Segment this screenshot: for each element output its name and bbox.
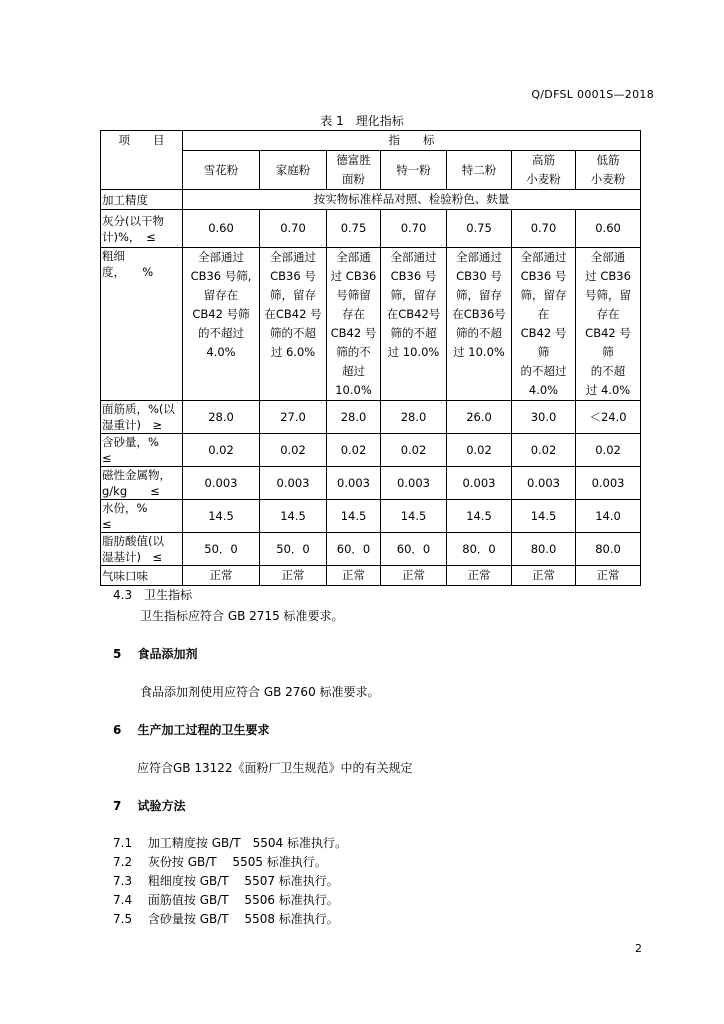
table-cell: 正常 <box>260 566 327 586</box>
table-row <box>101 210 641 248</box>
table-cell: 60．0 <box>381 533 447 566</box>
column-header: 家庭粉 <box>260 151 327 190</box>
table-cell: 14.5 <box>260 500 327 533</box>
section-7-title: 7 试验方法 <box>113 799 186 813</box>
table-cell: 0.003 <box>183 467 260 500</box>
table-cell: 0.003 <box>576 467 641 500</box>
item-header: 项 目 <box>101 131 183 190</box>
table-cell: 0.70 <box>260 210 327 248</box>
table-cell: 全部通 过 CB36 号筛留 存在 CB42 号 筛的不 超过 10.0% <box>327 248 381 401</box>
table-cell: 14.5 <box>447 500 512 533</box>
table-cell: 0.02 <box>327 434 381 467</box>
table-cell: 26.0 <box>447 401 512 434</box>
test-method-item: 7.1 加工精度按 GB/T 5504 标准执行。 <box>113 836 347 850</box>
table-cell: 0.75 <box>447 210 512 248</box>
table-cell: 80．0 <box>447 533 512 566</box>
table-cell: 0.75 <box>327 210 381 248</box>
table-cell: 全部通过 CB36 号筛, 留存在 CB42 号筛 的不超过 4.0% <box>183 248 260 401</box>
table-cell: 0.003 <box>381 467 447 500</box>
table-cell: ＜24.0 <box>576 401 641 434</box>
section-4-3-body: 卫生指标应符合 GB 2715 标准要求。 <box>140 609 344 623</box>
table-cell: 80.0 <box>512 533 576 566</box>
row-label: 磁性金属物， g/kg ≤ <box>101 467 183 500</box>
table-row <box>101 467 641 500</box>
physicochemical-index-table <box>100 130 641 586</box>
table-cell: 全部通过 CB36 号 筛，留存 在CB42 号 筛的不超 过 6.0% <box>260 248 327 401</box>
column-header: 低筋 小麦粉 <box>576 151 641 190</box>
table-cell: 0.02 <box>512 434 576 467</box>
table-cell: 全部通 过 CB36 号筛，留 存在 CB42 号 筛 的不超 过 4.0% <box>576 248 641 401</box>
table-cell: 0.02 <box>576 434 641 467</box>
column-header: 特一粉 <box>381 151 447 190</box>
column-header: 德富胜 面粉 <box>327 151 381 190</box>
table-row <box>101 533 641 566</box>
table-cell: 正常 <box>512 566 576 586</box>
table-cell: 28.0 <box>327 401 381 434</box>
table-cell: 0.003 <box>512 467 576 500</box>
table-cell: 0.60 <box>183 210 260 248</box>
table-cell: 14.5 <box>327 500 381 533</box>
table-cell: 0.02 <box>381 434 447 467</box>
table-row <box>101 401 641 434</box>
processing-accuracy-label: 加工精度 <box>101 190 183 210</box>
table-cell: 14.5 <box>381 500 447 533</box>
table-cell: 80.0 <box>576 533 641 566</box>
table-cell: 正常 <box>327 566 381 586</box>
table-cell: 0.70 <box>512 210 576 248</box>
section-5-title: 5 食品添加剂 <box>113 647 198 661</box>
table-cell: 0.02 <box>447 434 512 467</box>
table-caption: 表 1 理化指标 <box>320 114 404 128</box>
test-method-item: 7.2 灰份按 GB/T 5505 标准执行。 <box>113 855 327 869</box>
table-row <box>101 434 641 467</box>
table-cell: 0.003 <box>260 467 327 500</box>
table-cell: 正常 <box>183 566 260 586</box>
table-cell: 0.02 <box>260 434 327 467</box>
table-cell: 0.60 <box>576 210 641 248</box>
table-cell: 50．0 <box>183 533 260 566</box>
table-cell: 0.003 <box>327 467 381 500</box>
table-cell: 全部通过 CB30 号 筛，留存 在CB36号 筛的不超 过 10.0% <box>447 248 512 401</box>
table-cell: 正常 <box>576 566 641 586</box>
table-cell: 27.0 <box>260 401 327 434</box>
table-cell: 60．0 <box>327 533 381 566</box>
table-cell: 50．0 <box>260 533 327 566</box>
table-cell: 14.5 <box>183 500 260 533</box>
row-label: 气味口味 <box>101 566 183 586</box>
row-label: 水份，% ≤ <box>101 500 183 533</box>
table-cell: 28.0 <box>381 401 447 434</box>
test-method-item: 7.5 含砂量按 GB/T 5508 标准执行。 <box>113 912 339 926</box>
table-cell: 14.0 <box>576 500 641 533</box>
index-header: 指 标 <box>183 131 641 151</box>
page-number: 2 <box>635 942 642 955</box>
table-cell: 正常 <box>447 566 512 586</box>
row-label: 脂肪酸值(以 湿基计) ≤ <box>101 533 183 566</box>
table-cell: 14.5 <box>512 500 576 533</box>
table-cell: 全部通过 CB36 号 筛，留存 在 CB42 号 筛 的不超过 4.0% <box>512 248 576 401</box>
section-5-body: 食品添加剂使用应符合 GB 2760 标准要求。 <box>140 685 380 699</box>
table-cell: 0.70 <box>381 210 447 248</box>
table-cell: 0.02 <box>183 434 260 467</box>
row-label: 灰分(以干物 计)%， ≤ <box>101 210 183 248</box>
table-cell: 30.0 <box>512 401 576 434</box>
test-method-item: 7.3 粗细度按 GB/T 5507 标准执行。 <box>113 874 339 888</box>
column-header: 高筋 小麦粉 <box>512 151 576 190</box>
column-header: 雪花粉 <box>183 151 260 190</box>
table-cell: 全部通过 CB36 号 筛，留存 在CB42号 筛的不超 过 10.0% <box>381 248 447 401</box>
table-cell: 28.0 <box>183 401 260 434</box>
table-row <box>101 500 641 533</box>
section-6-title: 6 生产加工过程的卫生要求 <box>113 723 270 737</box>
table-row <box>101 248 641 401</box>
section-6-body: 应符合GB 13122《面粉厂卫生规范》中的有关规定 <box>137 761 413 775</box>
row-label: 含砂量，% ≤ <box>101 434 183 467</box>
row-label: 面筋质，%(以 湿重计) ≥ <box>101 401 183 434</box>
column-header: 特二粉 <box>447 151 512 190</box>
table-cell: 0.003 <box>447 467 512 500</box>
processing-accuracy-value: 按实物标准样品对照、检验粉色、麸量 <box>183 190 641 210</box>
row-label: 粗细 度， % <box>101 248 183 401</box>
test-method-item: 7.4 面筋值按 GB/T 5506 标准执行。 <box>113 893 339 907</box>
document-code: Q/DFSL 0001S—2018 <box>531 88 654 101</box>
table-cell: 正常 <box>381 566 447 586</box>
table-row <box>101 566 641 586</box>
section-4-3-title: 4.3 卫生指标 <box>113 588 193 602</box>
